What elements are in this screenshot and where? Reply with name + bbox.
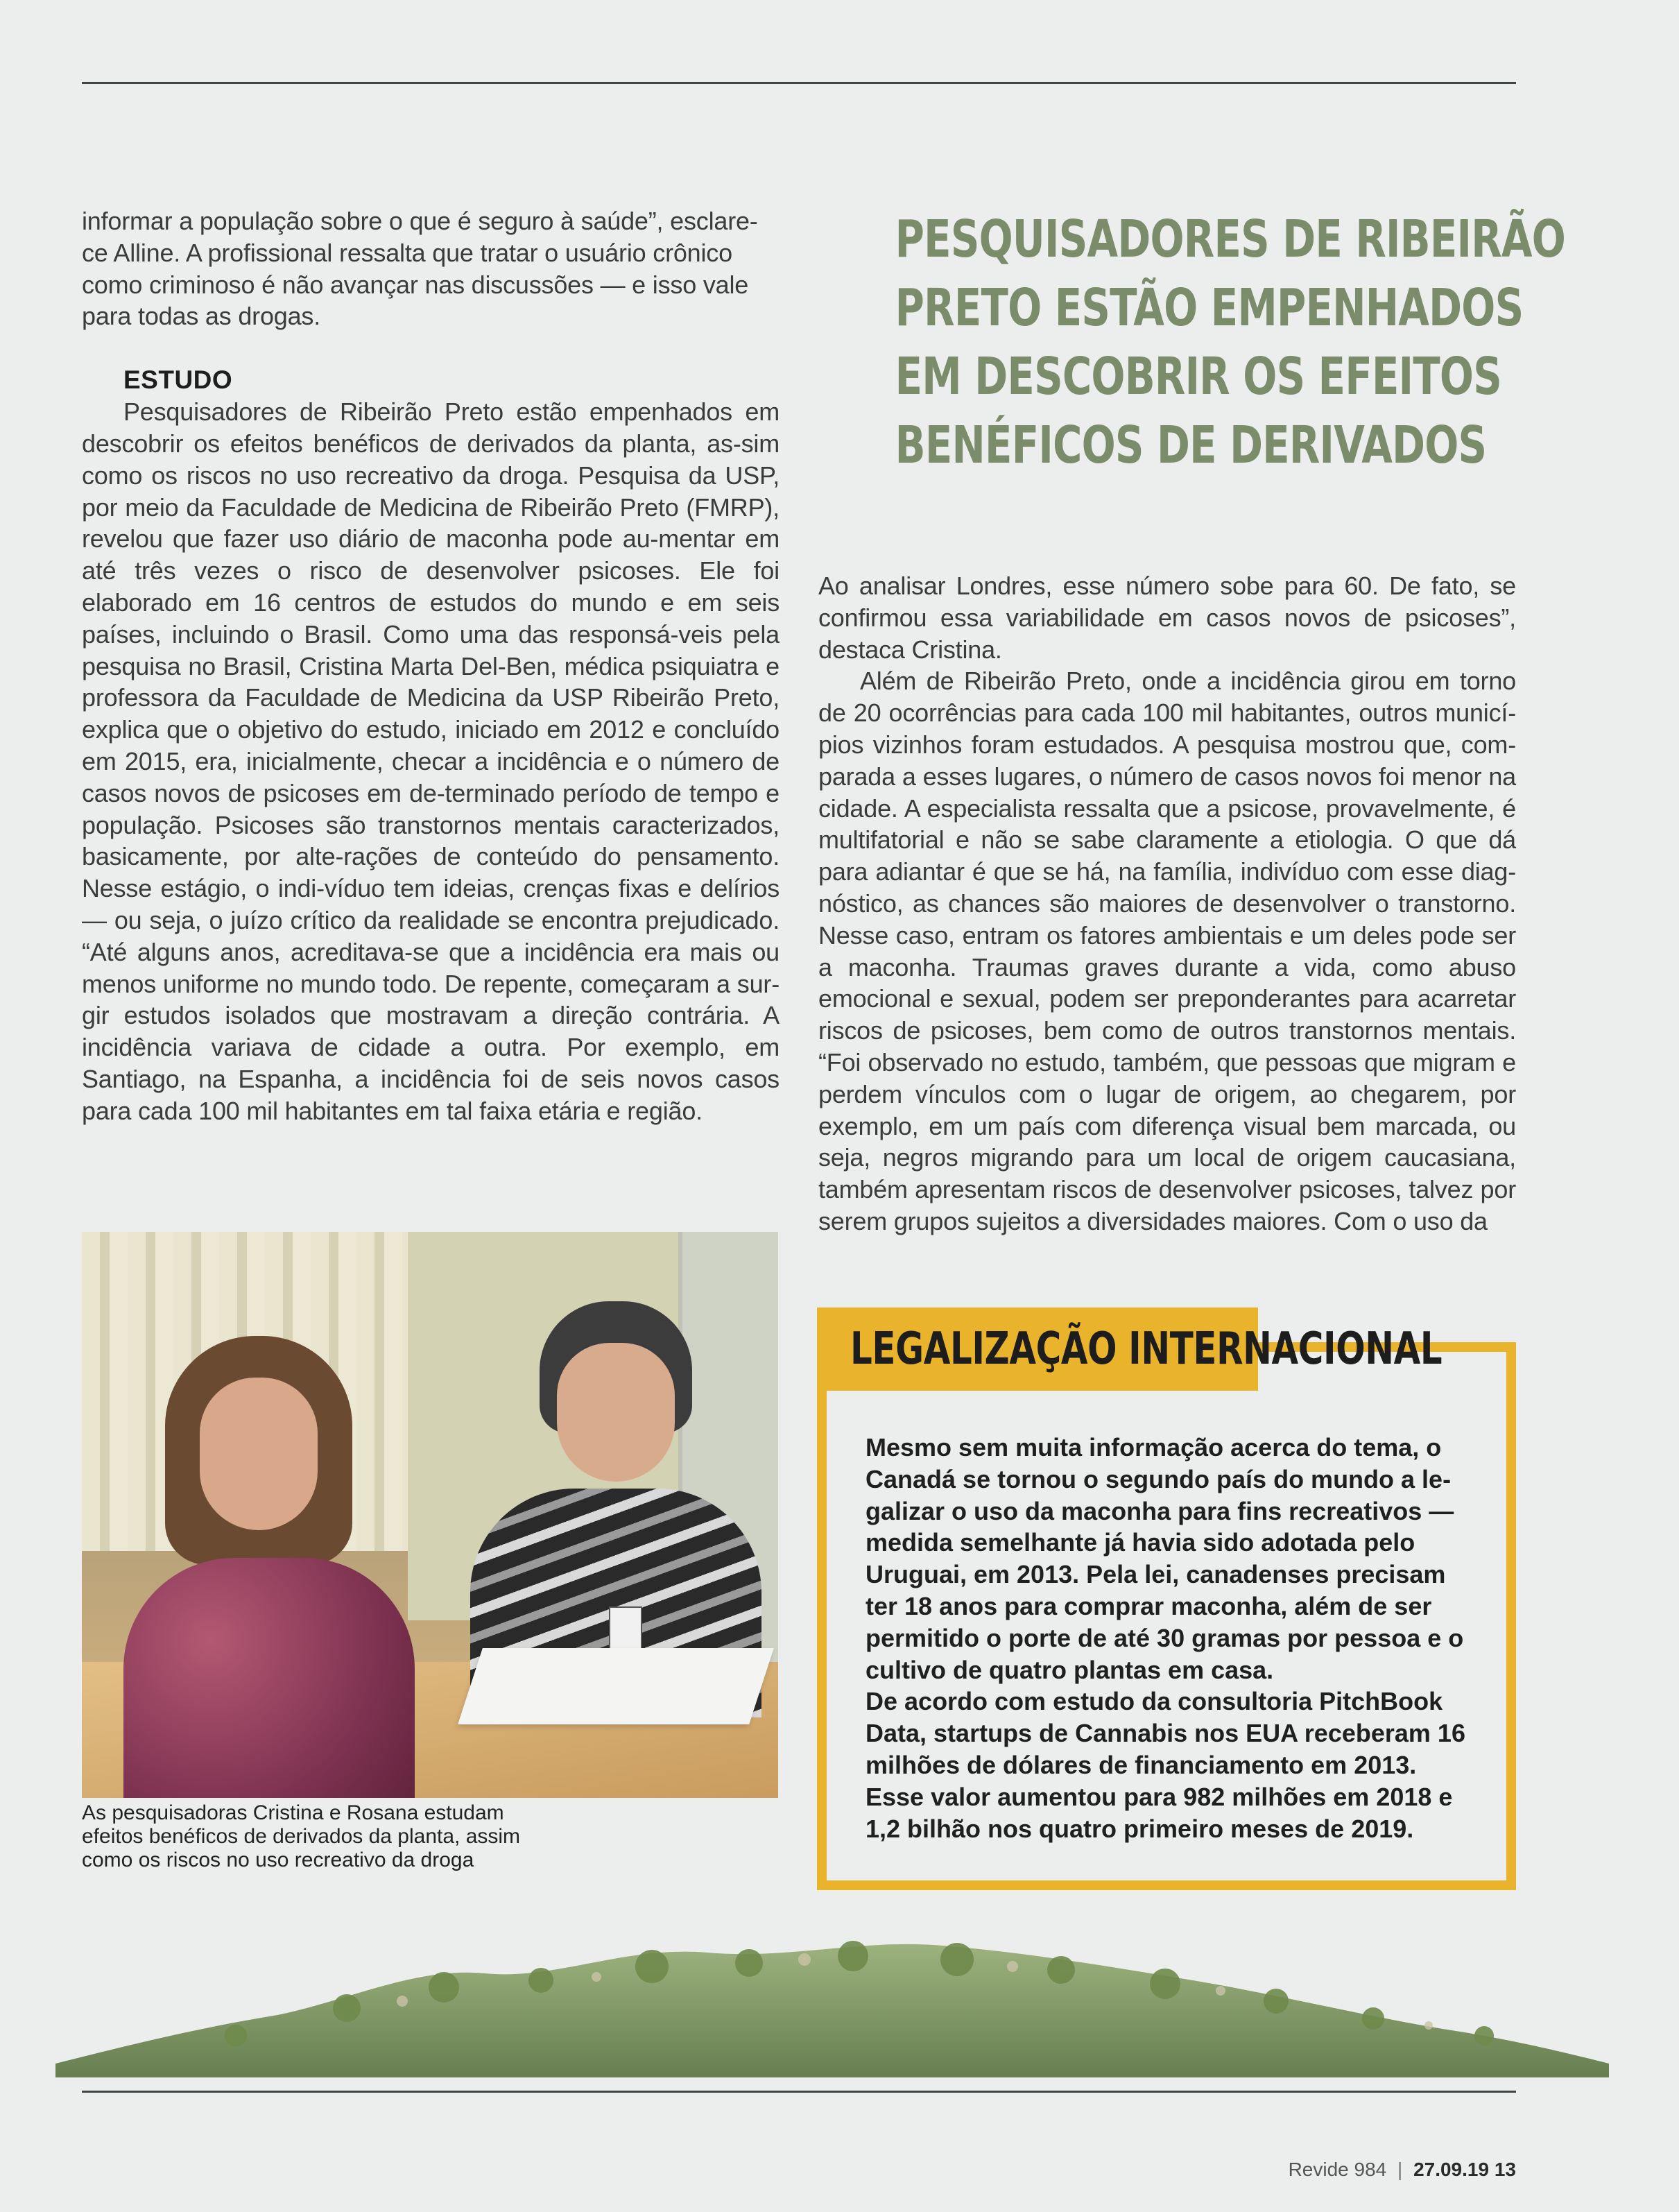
- right-column: [818, 570, 1516, 1237]
- right-paragraph-1: Ao analisar Londres, esse número sobe para 60. De fato, se confirmou essa variabilidade em casos novos de psicoses”, destaca Cristina.: [818, 572, 1516, 664]
- intro-line: para todas as drogas.: [82, 302, 321, 331]
- photo-person-left: [123, 1336, 415, 1798]
- pull-quote-line: PESQUISADORES DE RIBEIRÃO: [895, 209, 1566, 269]
- pull-quote-line: PRETO ESTÃO EMPENHADOS: [895, 278, 1524, 338]
- photo-caption: [82, 1801, 567, 1872]
- footer-date: 27.09.19: [1413, 2159, 1490, 2180]
- intro-line: informar a população sobre o que é seguro à saúde”, esclare-: [82, 207, 758, 235]
- photo-person-right: [470, 1301, 761, 1690]
- page-footer: [1289, 2159, 1516, 2181]
- footer-page-number: 13: [1494, 2159, 1516, 2180]
- intro-line: ce Alline. A profissional ressalta que tratar o usuário crônico: [82, 238, 732, 267]
- intro-paragraph: [82, 205, 780, 332]
- photo-papers: [458, 1648, 774, 1724]
- footer-publication: Revide 984: [1288, 2159, 1387, 2180]
- researchers-photo: [82, 1232, 778, 1798]
- footer-separator: |: [1397, 2159, 1403, 2180]
- pull-quote-line: EM DESCOBRIR OS EFEITOS: [895, 347, 1501, 406]
- sidebar-paragraph-1: Mesmo sem muita informação acerca do tema, o Canadá se tornou o segundo país do mundo a le-galizar o uso da maconha para fins recreativos — medida semelhante já havia sido adotada pelo Uruguai, em 2013. Pela lei, canadenses precisam ter 18 anos para comprar maconha, além de ser permitido o porte de até 30 gramas por pessoa e o cultivo de quatro plantas em casa.: [866, 1433, 1464, 1684]
- caption-line: como os riscos no uso recreativo da droga: [82, 1849, 474, 1871]
- caption-line: efeitos benéficos de derivados da planta, assim: [82, 1825, 521, 1848]
- cannabis-herbs-decoration: [55, 1925, 1609, 2091]
- pull-quote-line: BENÉFICOS DE DERIVADOS: [895, 415, 1487, 475]
- sidebar-box-title: LEGALIZAÇÃO INTERNACIONAL: [850, 1323, 1443, 1375]
- sidebar-box-title-bar: [817, 1308, 1443, 1391]
- bottom-rule: [82, 2091, 1516, 2093]
- left-column: [82, 205, 780, 1127]
- id-badge: [609, 1606, 642, 1651]
- top-rule: [82, 82, 1516, 84]
- caption-line: As pesquisadoras Cristina e Rosana estudam: [82, 1801, 504, 1824]
- pull-quote: [895, 205, 1566, 480]
- intro-line: como criminoso é não avançar nas discussões — e isso vale: [82, 270, 749, 299]
- sidebar-paragraph-2: De acordo com estudo da consultoria PitchBook Data, startups de Cannabis nos EUA receberam 16 milhões de dólares de financiamento em 2013. Esse valor aumentou para 982 milhões em 2018 e 1,2 bilhão nos quatro primeiro meses de 2019.: [866, 1687, 1465, 1843]
- right-paragraph-2: Além de Ribeirão Preto, onde a incidência girou em torno de 20 ocorrências para cada 100 mil habitantes, outros municí-pios vizinhos foram estudados. A pesquisa mostrou que, com-parada a esses lugares, o número de casos novos foi menor na cidade. A especialista ressalta que a psicose, provavelmente, é multifatorial e não se sabe claramente a etiologia. O que dá para adiantar é que se há, na família, indivíduo com esse diag-nóstico, as chances são maiores de desenvolver o transtorno. Nesse caso, entram os fatores ambientais e um deles pode ser a maconha. Traumas graves durante a vida, como abuso emocional e sexual, podem ser preponderantes para acarretar riscos de psicoses, bem como de outros transtornos mentais. “Foi observado no estudo, também, que pessoas que migram e perdem vínculos com o lugar de origem, ao chegarem, por exemplo, em um país com diferença visual bem marcada, ou seja, negros migrando para um local de origem caucasiana, também apresentam riscos de desenvolver psicoses, talvez por serem grupos sujeitos a diversidades maiores. Com o uso da: [818, 667, 1516, 1235]
- section-heading-estudo: ESTUDO: [123, 366, 233, 395]
- sidebar-box-text: [866, 1432, 1476, 1844]
- study-paragraph: Pesquisadores de Ribeirão Preto estão empenhados em descobrir os efeitos benéficos de derivados da planta, as-sim como os riscos no uso recreativo da droga. Pesquisa da USP, por meio da Faculdade de Medicina de Ribeirão Preto (FMRP), revelou que fazer uso diário de maconha pode au-mentar em até três vezes o risco de desenvolver psicoses. Ele foi elaborado em 16 centros de estudos do mundo e em seis países, incluindo o Brasil. Como uma das responsá-veis pela pesquisa no Brasil, Cristina Marta Del-Ben, médica psiquiatra e professora da Faculdade de Medicina da USP Ribeirão Preto, explica que o objetivo do estudo, iniciado em 2012 e concluído em 2015, era, inicialmente, checar a incidência e o número de casos novos de psicoses em de-terminado período de tempo e população. Psicoses são transtornos mentais caracterizados, basicamente, por alte-rações de conteúdo do pensamento. Nesse estágio, o indi-víduo tem ideias, crenças fixas e delírios — ou seja, o juízo crítico da realidade se encontra prejudicado. “Até alguns anos, acreditava-se que a incidência era mais ou menos uniforme no mundo todo. De repente, começaram a sur-gir estudos isolados que mostravam a direção contrária. A incidência variava de cidade a outra. Por exemplo, em Santiago, na Espanha, a incidência foi de seis novos casos para cada 100 mil habitantes em tal faixa etária e região.: [82, 397, 780, 1125]
